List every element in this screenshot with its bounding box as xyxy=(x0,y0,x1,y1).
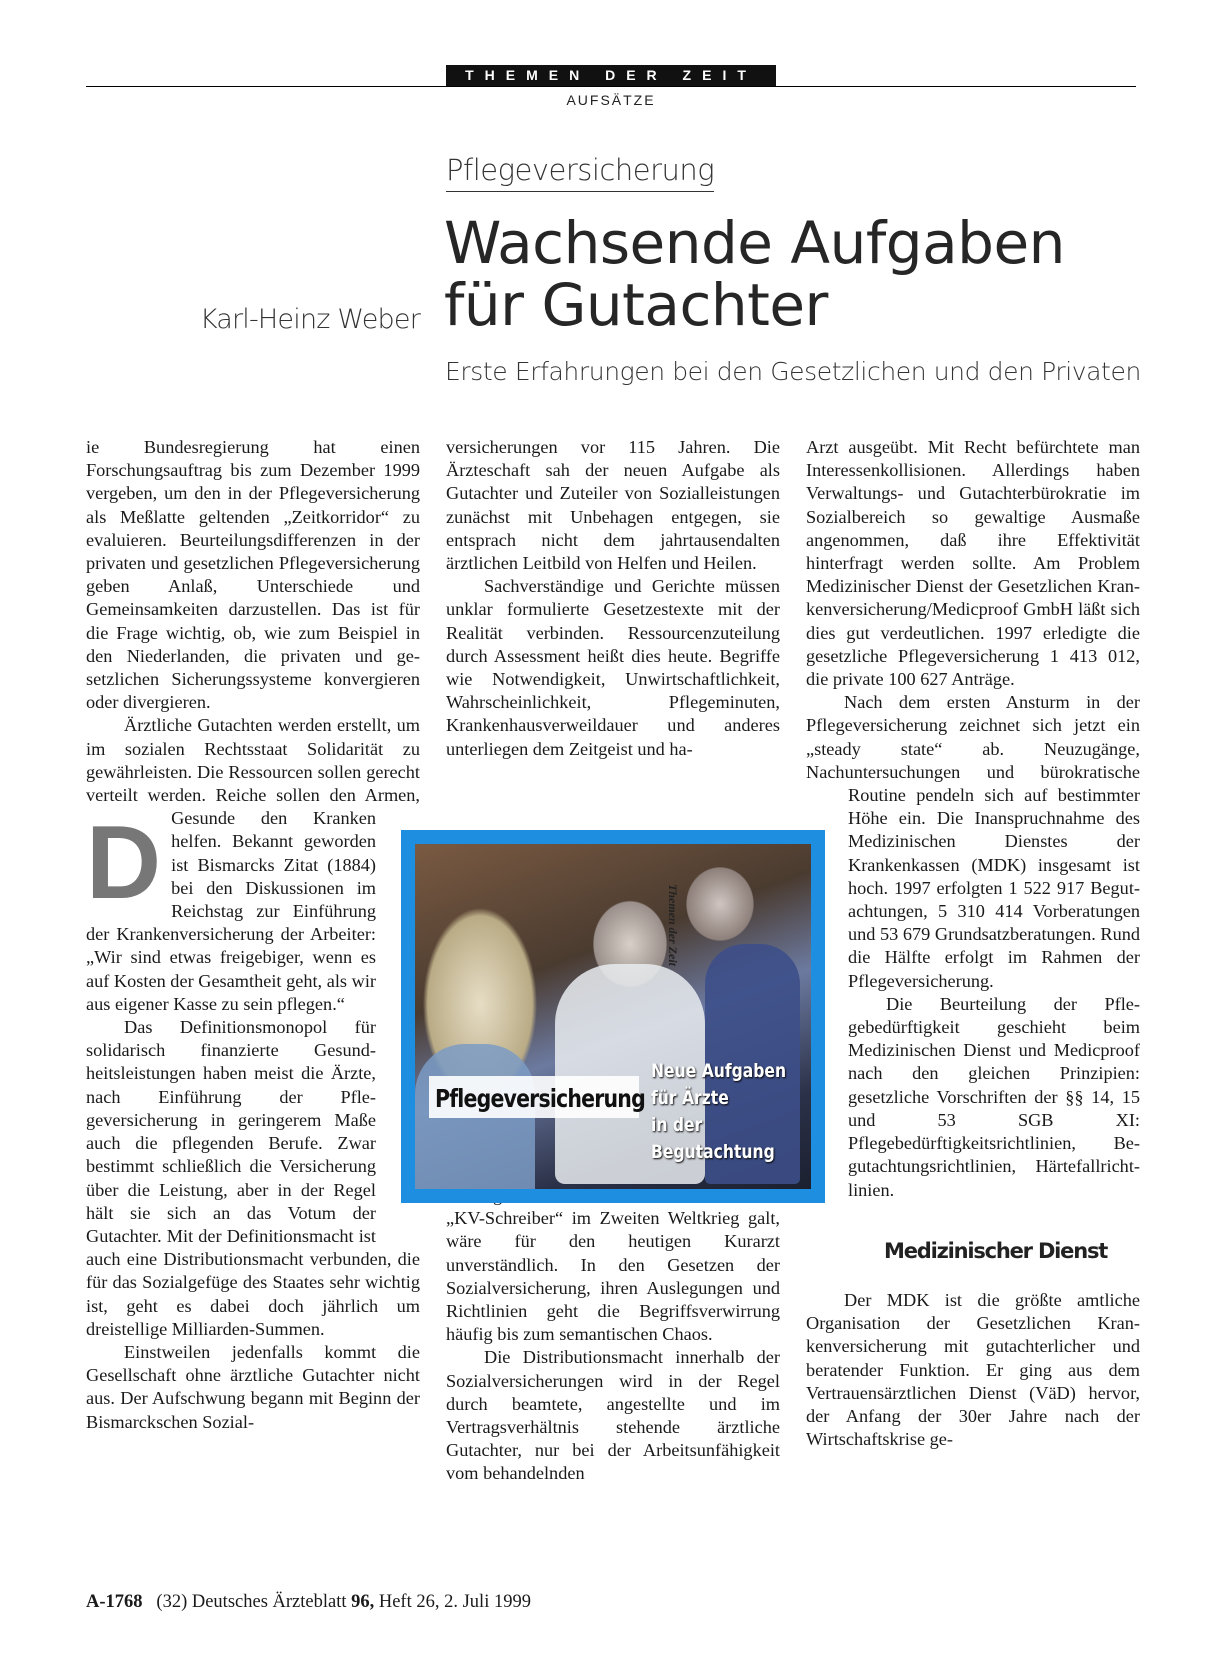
section-label: THEMEN DER ZEIT xyxy=(446,65,776,86)
page-footer xyxy=(86,1592,531,1613)
article-author: Karl-Heinz Weber xyxy=(199,304,420,335)
issue-page: (32) xyxy=(156,1592,188,1612)
photo-caption-line: Neue Aufgaben xyxy=(651,1060,787,1082)
photo-caption xyxy=(651,1058,790,1166)
paragraph: Sachverständige und Gerichte müssen unklar formulierte Gesetzestexte mit der Realität verbinden. Ressourcenzuteilung durch Assessment heißt dies heute. Begriffe wie Notwendigkeit, Unwirtschaftlichkeit, Wahrscheinlichkeit, Pflegeminuten, Krankenhausverweildauer und anderes unterliegen dem Zeitgeist und ha- xyxy=(446,576,780,759)
paragraph: Arzt ausgeübt. Mit Recht befürchtete man Interessenkollisionen. Allerdings haben Verwaltungs- und Gutachterbürokratie im Sozialbereich so gewaltige Ausmaße angenommen, daß ihre Effektivität hinterfragt werden sollte. Am Problem Medizinischer Dienst der Gesetzlichen Krankenversicherung/Medicproof GmbH läßt sich dies gut verdeutlichen. 1997 erledigte die gesetzliche Pflegeversicherung 1 413 012, die private 100 627 Anträge. xyxy=(806,437,1140,690)
paragraph: „KV-Schreiber“ im Zweiten Weltkrieg galt, wäre für den heutigen Kurarzt unverständlich. In den Gesetzen der Sozialversicherung, ihren Auslegungen und Richtlinien geht die Begriffsverwirrung häufig bis zum semantischen Chaos. xyxy=(446,1208,780,1345)
paragraph-text: ie Bundesregierung hat einen Forschungsauftrag bis zum Dezember 1999 vergeben, um den in der Pflegeversicherung als Meßlatte geltenden „Zeitkorridor“ zu evaluieren. Beurteilungsdifferenzen in der privaten und gesetzlichen Pflegeversicherung geben Anlaß, Unterschiede und Gemeinsamkeiten darzustellen. Das ist für die Frage wichtig, ob, wie zum Beispiel in den Niederlanden, die privaten und gesetzlichen Sicherungssysteme konvergieren oder divergieren. xyxy=(86,437,420,713)
photo-caption-line: Begutachtung xyxy=(651,1141,775,1163)
paragraph: Die Distributionsmacht innerhalb der Sozialversicherungen wird in der Regel durch beamtete, angestellte und im Vertragsverhältnis stehende ärztliche Gutachter, nur bei der Arbeitsunfähigkeit vom behandelnden xyxy=(446,1347,780,1484)
photo-image xyxy=(415,844,811,1189)
article-deck: Erste Erfahrungen bei den Gesetzlichen und den Privaten xyxy=(445,357,1141,386)
paragraph: Ärztliche Gutachten werden erstellt, um im sozialen Rechtsstaat Solidarität zu gewährleisten. Die Ressourcen sollen gerecht verteilt werden. Reiche sollen den Armen, Gesunde den Kranken helfen. Bekannt geworden ist Bismarcks Zitat (1884) bei den Diskussionen im Reichstag zur Einführung der Krankenversicherung der Arbeiter: „Wir sind etwas freigebiger, wenn es auf Kosten der Gesamtheit geht, als wir aus eigener Kasse zu sein pflegen.“ xyxy=(86,715,420,1014)
section-subhead: Medizinischer Dienst xyxy=(884,1238,1108,1263)
photo-caption-line: in der xyxy=(651,1114,703,1136)
paragraph: Die Beurteilung der Pflegebedürftigkeit geschieht beim Medizinischen Dienst und Medicproof nach den gleichen Prinzipien: gesetzliche Vorschriften der §§ 14, 15 und 53 SGB XI: Pflegebedürftigkeitsrichtlinien, Begutachtungsrichtlinien, Härtefallrichtlinien. xyxy=(848,993,1140,1200)
body-column-2-bottom xyxy=(446,1184,780,1486)
journal-volume: 96, xyxy=(351,1592,375,1612)
body-column-3 xyxy=(806,436,1140,1451)
paragraph: Der MDK ist die größte amtliche Organisation der Gesetzlichen Krankenversicherung mit gutachterlicher und beratender Funktion. Er ging aus dem Vertrauensärztlichen Dienst (VäD) hervor, der Anfang der 30er Jahre nach der Wirtschaftskrise ge- xyxy=(806,1289,1140,1450)
body-column-2-top xyxy=(446,436,780,761)
paragraph: versicherungen vor 115 Jahren. Die Ärzteschaft sah der neuen Aufgabe als Gutachter und Zuteiler von Sozialleistungen zunächst mit Unbehagen entgegen, sie entsprach nicht dem jahrtausendalten ärztlichen Leitbild von Helfen und Heilen. xyxy=(446,437,780,574)
article-kicker: Pflegeversicherung xyxy=(446,152,714,192)
photo-caption-line: für Ärzte xyxy=(651,1087,729,1109)
headline-line-1: Wachsende Aufgaben xyxy=(444,209,1065,277)
photo-spine-text: Themen der Zeit xyxy=(666,884,680,966)
journal-issue: Heft 26, 2. Juli 1999 xyxy=(378,1592,531,1612)
article-photo xyxy=(401,830,825,1203)
drop-cap: D xyxy=(86,805,162,921)
paragraph: Einstweilen jedenfalls kommt die Gesellschaft ohne ärztliche Gutachter nicht aus. Der Aufschwung begann mit Beginn der Bismarckschen Sozial- xyxy=(86,1341,420,1432)
header-rule xyxy=(86,86,1136,87)
paragraph: Das Definitionsmonopol für solidarisch finanzierte Gesundheitsleistungen haben meist die Ärzte, nach Einführung der Pflegeversicherung in geringerem Maße auch die pflegenden Berufe. Zwar bestimmt schließlich die Versicherung über die Leistung, aber in der Regel hält sie sich an das Votum der Gutachter. Mit der Definitionsmacht ist auch eine Distributionsmacht verbunden, die für das Sozialgefüge des Staates sehr wichtig ist, geht es dabei doch jährlich um dreistellige Milliarden-Summen. xyxy=(86,1017,420,1339)
paragraph: Nach dem ersten Ansturm in der Pflegeversicherung zeichnet sich jetzt ein „steady state“ ab. Neuzugänge, Nachuntersuchungen und bürokratische Routine pendeln sich auf bestimmter Höhe ein. Die Inanspruchnahme des Medizinischen Dienstes der Krankenkassen (MDK) insgesamt ist hoch. 1997 erfolgten 1 522 917 Begutachtungen, 5 310 414 Vorberatungen und 53 679 Grundsatzberatungen. Rund die Hälfte erfolgt im Rahmen der Pflegeversicherung. xyxy=(806,692,1140,991)
page-number: A-1768 xyxy=(86,1592,143,1612)
body-column-1 xyxy=(86,436,420,1434)
subsection-label: AUFSÄTZE xyxy=(566,92,656,108)
article-headline xyxy=(444,209,1164,339)
journal-name: Deutsches Ärzteblatt xyxy=(191,1592,347,1612)
photo-badge-text: Pflegeversicherung xyxy=(435,1084,645,1113)
headline-line-2: für Gutachter xyxy=(444,271,828,339)
